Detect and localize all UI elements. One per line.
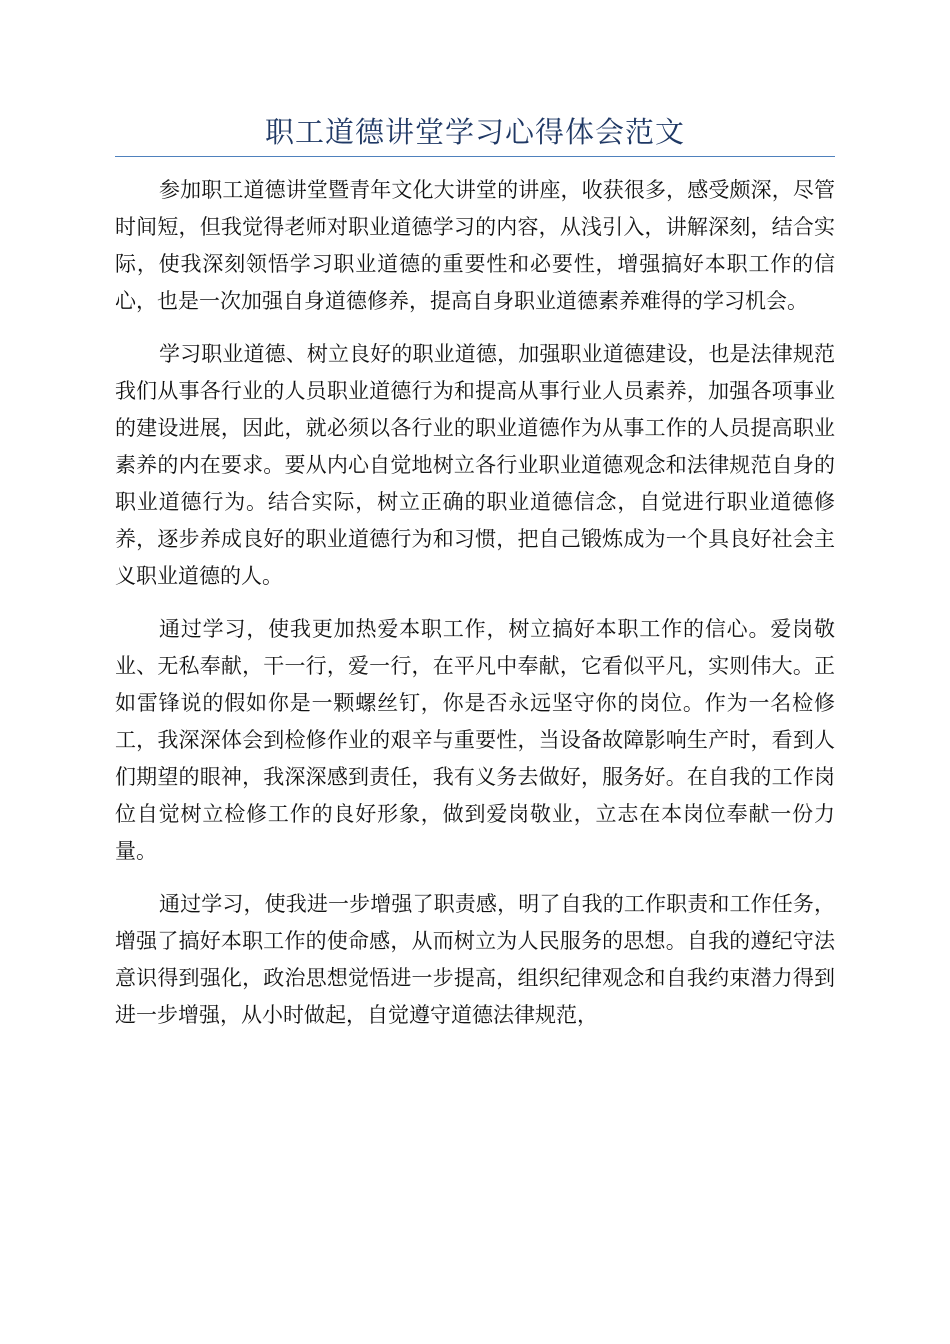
page-title: 职工道德讲堂学习心得体会范文 xyxy=(264,115,685,149)
title-block xyxy=(115,112,835,157)
paragraph-4: 通过学习，使我进一步增强了职责感，明了自我的工作职责和工作任务，增强了搞好本职工作的使命感，从而树立为人民服务的思想。自我的遵纪守法意识得到强化，政治思想觉悟进一步提高，组织纪律观念和自我约束潜力得到进一步增强，从小时做起，自觉遵守道德法律规范， xyxy=(115,892,835,1027)
paragraph-1: 参加职工道德讲堂暨青年文化大讲堂的讲座，收获很多，感受颇深，尽管时间短，但我觉得老师对职业道德学习的内容，从浅引入，讲解深刻，结合实际，使我深刻领悟学习职业道德的重要性和必要性，增强搞好本职工作的信心，也是一次加强自身道德修养，提高自身职业道德素养难得的学习机会。 xyxy=(115,178,835,313)
paragraph-2: 学习职业道德、树立良好的职业道德，加强职业道德建设，也是法律规范我们从事各行业的人员职业道德行为和提高从事行业人员素养，加强各项事业的建设进展，因此，就必须以各行业的职业道德作为从事工作的人员提高职业素养的内在要求。要从内心自觉地树立各行业职业道德观念和法律规范自身的职业道德行为。结合实际，树立正确的职业道德信念，自觉进行职业道德修养，逐步养成良好的职业道德行为和习惯，把自己锻炼成为一个具良好社会主义职业道德的人。 xyxy=(115,342,835,588)
document-body xyxy=(115,172,835,1050)
paragraph-3: 通过学习，使我更加热爱本职工作，树立搞好本职工作的信心。爱岗敬业、无私奉献，干一行，爱一行，在平凡中奉献，它看似平凡，实则伟大。正如雷锋说的假如你是一颗螺丝钉，你是否永远坚守你的岗位。作为一名检修工，我深深体会到检修作业的艰辛与重要性，当设备故障影响生产时，看到人们期望的眼神，我深深感到责任，我有义务去做好，服务好。在自我的工作岗位自觉树立检修工作的良好形象，做到爱岗敬业，立志在本岗位奉献一份力量。 xyxy=(115,617,835,863)
